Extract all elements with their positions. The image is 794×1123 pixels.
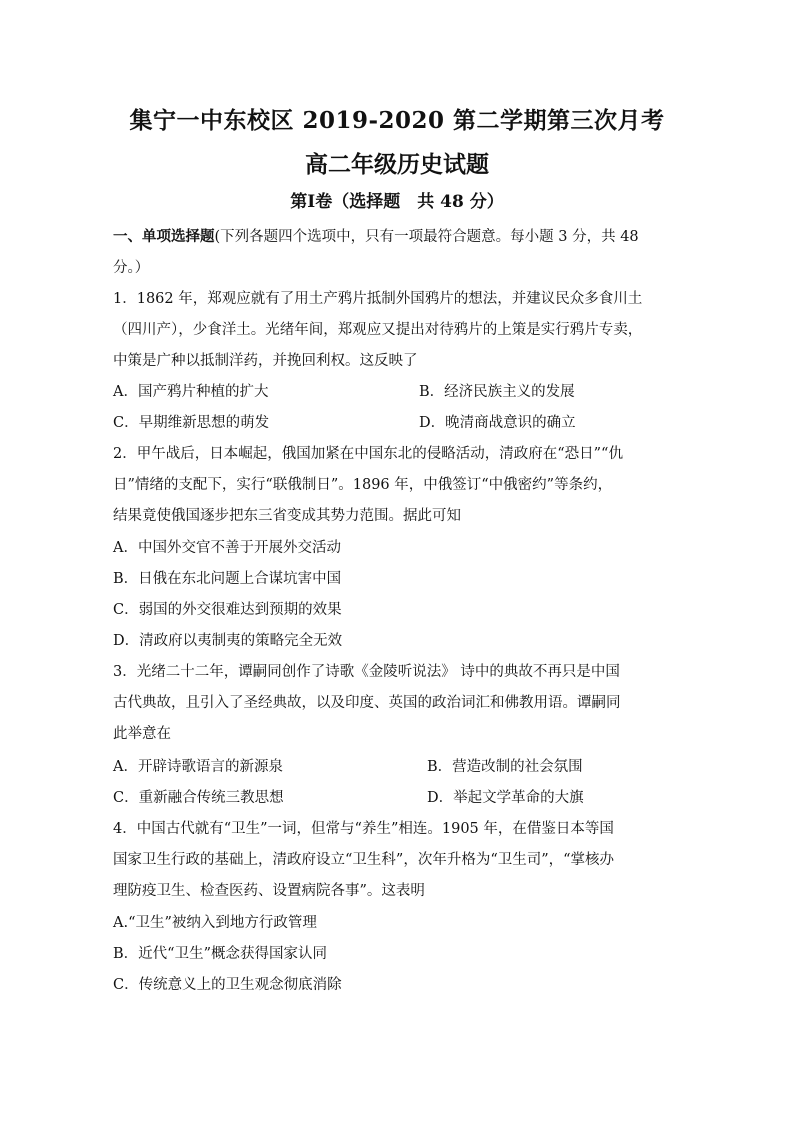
option-a[interactable]: A.“卫生”被纳入到地方行政管理 (113, 915, 317, 931)
question-1-stem: （四川产），少食洋土。光绪年间，郑观应又提出对待鸦片的上策是实行鸦片专卖， (113, 322, 643, 338)
option-a[interactable]: A．国产鸦片种植的扩大 (113, 384, 269, 400)
question-3-stem: 3．光绪二十二年，谭嗣同创作了诗歌《金陵听说法》 诗中的典故不再只是中国 (113, 664, 620, 680)
question-2-stem: 日”情绪的支配下，实行“联俄制日”。1896 年，中俄签订“中俄密约”等条约， (113, 477, 613, 493)
exam-title: 集宁一中东校区 2019-2020 第二学期第三次月考 (129, 107, 665, 134)
question-3-stem: 此举意在 (113, 726, 171, 742)
question-1-options-row (113, 382, 683, 402)
section-title: 第Ⅰ卷（选择题 共 48 分） (290, 192, 504, 212)
question-3-options-row (113, 788, 683, 808)
question-4-stem: 4．中国古代就有“卫生”一词，但常与“养生”相连。1905 年，在借鉴日本等国 (113, 821, 614, 837)
option-d[interactable]: D．晚清商战意识的确立 (419, 415, 576, 431)
question-1-stem: 中策是广种以抵制洋药，并挽回利权。这反映了 (113, 353, 418, 369)
option-d[interactable]: D．清政府以夷制夷的策略完全无效 (113, 633, 343, 649)
option-c[interactable]: C．弱国的外交很难达到预期的效果 (113, 602, 342, 618)
option-c[interactable]: C．重新融合传统三教思想 (113, 790, 284, 806)
section-heading: 一、单项选择题 (113, 228, 215, 245)
option-a[interactable]: A．中国外交官不善于开展外交活动 (113, 540, 341, 556)
question-4-stem: 国家卫生行政的基础上，清政府设立“卫生科”，次年升格为“卫生司”，“掌核办 (113, 852, 615, 868)
exam-subtitle: 高二年级历史试题 (305, 151, 489, 178)
question-2-stem: 结果竟使俄国逐步把东三省变成其势力范围。据此可知 (113, 508, 461, 524)
option-a[interactable]: A．开辟诗歌语言的新源泉 (113, 759, 283, 775)
option-c[interactable]: C．传统意义上的卫生观念彻底消除 (113, 977, 342, 993)
question-4-stem: 理防疫卫生、检查医药、设置病院各事”。这表明 (113, 883, 425, 899)
question-3-options-row (113, 757, 683, 777)
question-1-stem: 1．1862 年，郑观应就有了用土产鸦片抵制外国鸦片的想法，并建议民众多食川土 (113, 291, 643, 307)
option-d[interactable]: D．举起文学革命的大旗 (427, 790, 584, 806)
section-instruction (113, 227, 683, 247)
option-b[interactable]: B．近代“卫生”概念获得国家认同 (113, 946, 327, 962)
option-b[interactable]: B．日俄在东北问题上合谋坑害中国 (113, 571, 342, 587)
option-c[interactable]: C．早期维新思想的萌发 (113, 415, 270, 431)
question-3-stem: 古代典故，且引入了圣经典故，以及印度、英国的政治词汇和佛教用语。谭嗣同 (113, 695, 621, 711)
instruction-text: (下列各题四个选项中，只有一项最符合题意。每小题 3 分，共 48 (214, 229, 639, 245)
option-b[interactable]: B．营造改制的社会氛围 (427, 759, 583, 775)
question-1-options-row (113, 413, 683, 433)
option-b[interactable]: B．经济民族主义的发展 (419, 384, 575, 400)
question-2-stem: 2．甲午战后，日本崛起，俄国加紧在中国东北的侵略活动，清政府在“恐日”“仇 (113, 446, 623, 462)
instruction-text-cont: 分。） (113, 260, 150, 276)
